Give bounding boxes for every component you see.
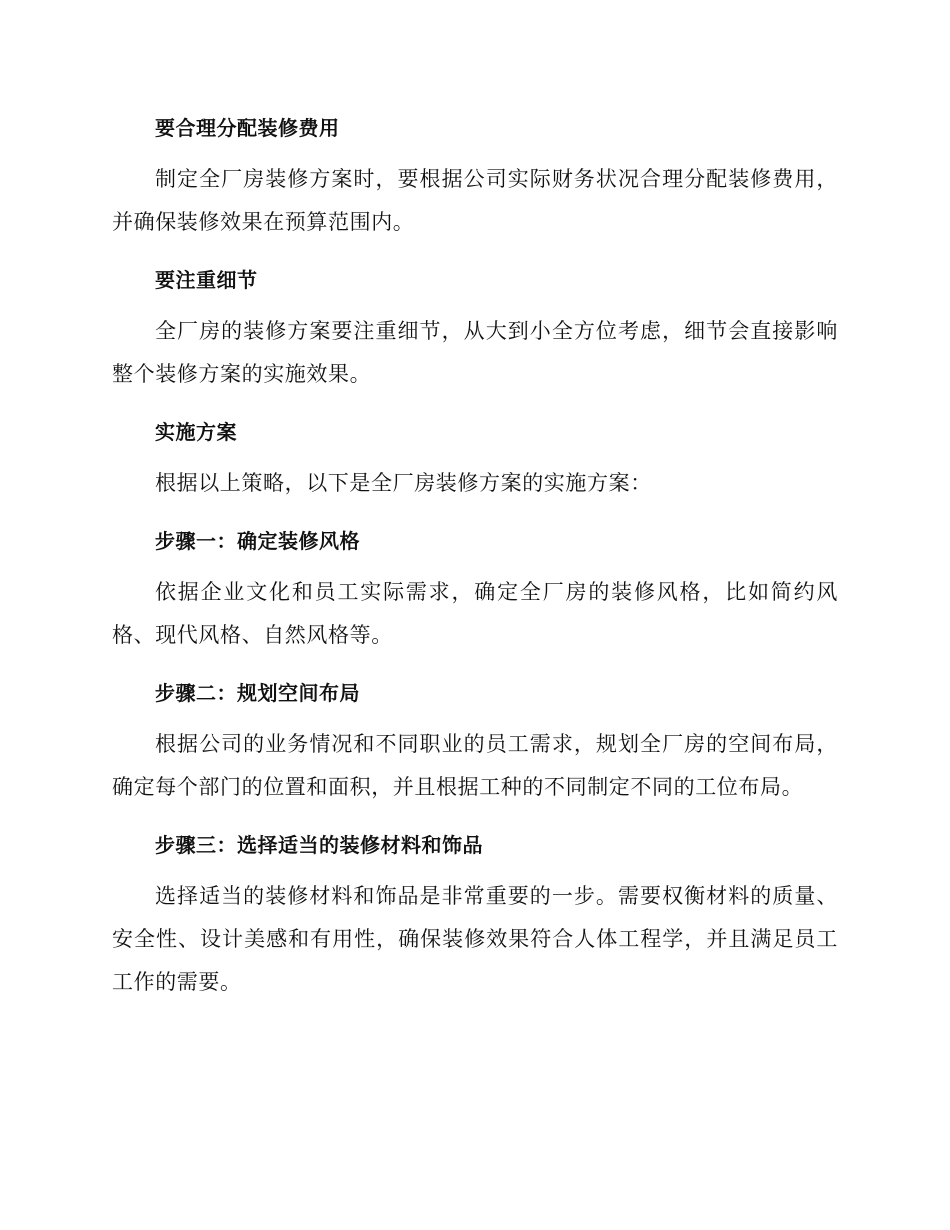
section-text-detail: 全厂房的装修方案要注重细节，从大到小全方位考虑，细节会直接影响整个装修方案的实施效果。 [112,319,838,386]
section-text-step-1: 依据企业文化和员工实际需求，确定全厂房的装修风格，比如简约风格、现代风格、自然风格等。 [112,580,838,647]
section-text-step-2: 根据公司的业务情况和不同职业的员工需求，规划全厂房的空间布局，确定每个部门的位置和面积，并且根据工种的不同制定不同的工位布局。 [112,732,838,799]
document-body [112,106,838,1018]
section-heading-detail: 要注重细节 [155,268,258,292]
section-heading-implementation: 实施方案 [155,420,237,444]
section-heading-step-1: 步骤一：确定装修风格 [155,529,360,553]
section-text-step-3: 选择适当的装修材料和饰品是非常重要的一步。需要权衡材料的质量、安全性、设计美感和有用性，确保装修效果符合人体工程学，并且满足员工工作的需要。 [112,884,838,994]
section-heading-step-2: 步骤二：规划空间布局 [155,681,360,705]
section-text-implementation: 根据以上策略，以下是全厂房装修方案的实施方案： [155,471,652,495]
section-text-cost: 制定全厂房装修方案时，要根据公司实际财务状况合理分配装修费用，并确保装修效果在预算范围内。 [112,167,838,234]
section-heading-cost: 要合理分配装修费用 [155,116,340,140]
section-heading-step-3: 步骤三：选择适当的装修材料和饰品 [155,833,483,857]
